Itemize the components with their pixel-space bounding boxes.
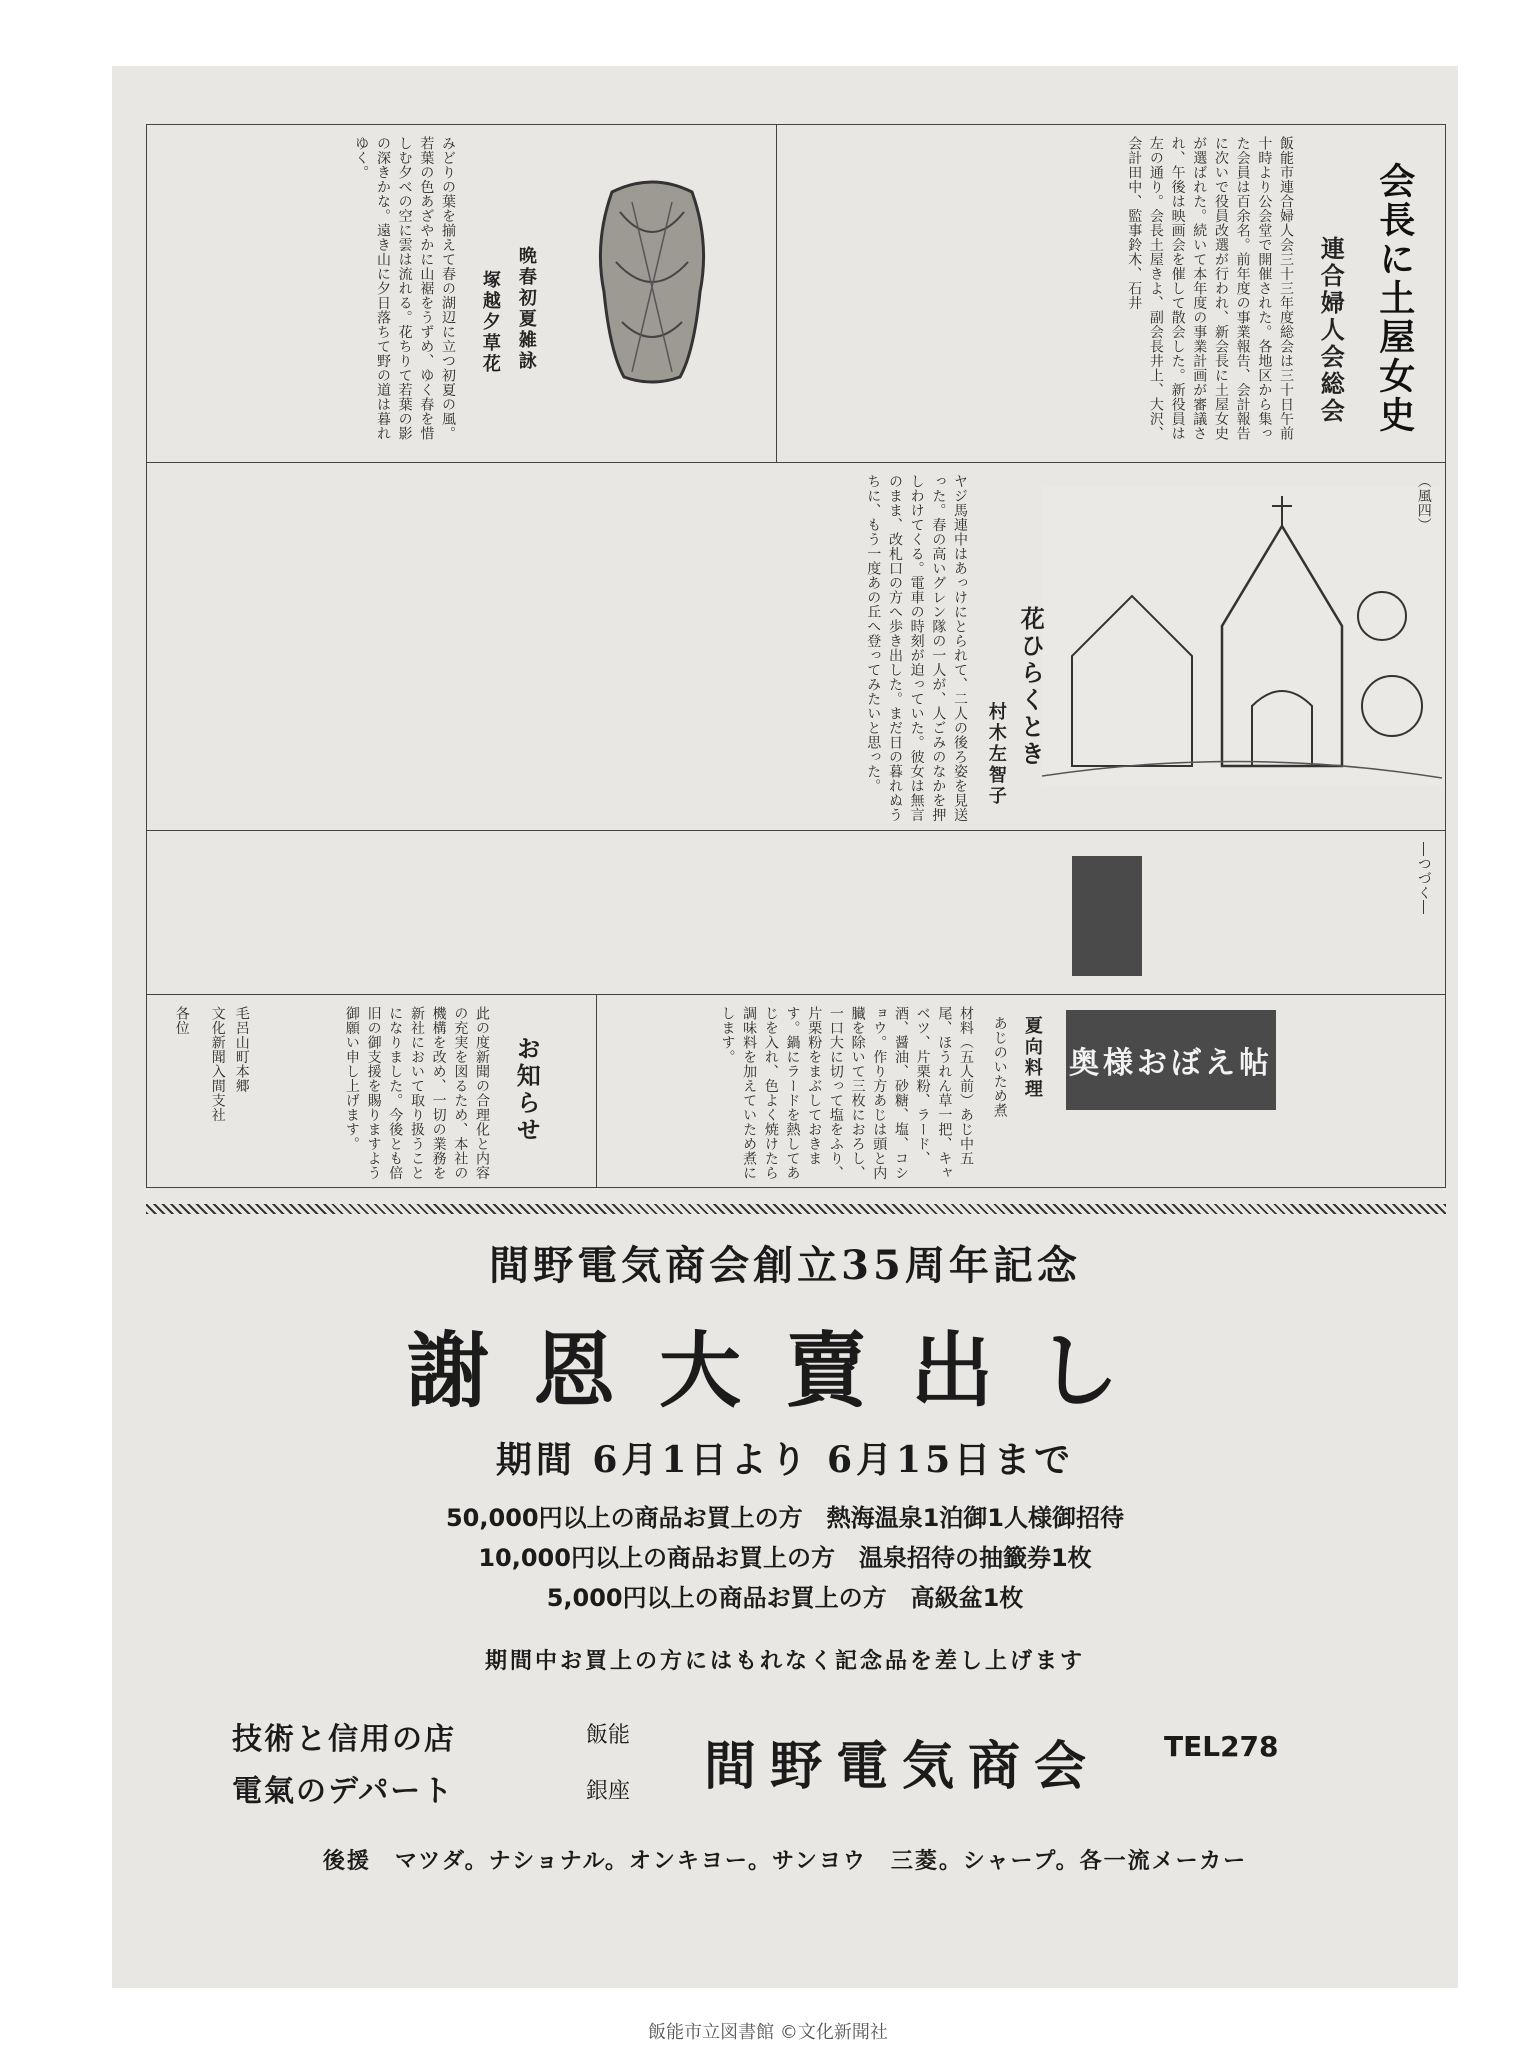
notice-sign-org: 文化新聞入間支社 bbox=[209, 1006, 226, 1122]
notice-title: お知らせ bbox=[512, 1036, 542, 1144]
ad-title: 間野電気商会創立35周年記念 bbox=[489, 1242, 1081, 1289]
article-subhead: 連合婦人会総会 bbox=[1316, 236, 1346, 425]
serial-body: ヤジ馬連中はあっけにとられて、二人の後ろ姿を見送った。春の高いグレン隊の一人が、人ごみのなかを押しわけてくる。電車の時刻が迫っていた。彼女は無言のまま、改札口の方へ歩き出した。まだ日の暮れぬうちに、もう一度あの丘へ登ってみたいと思った。 bbox=[865, 474, 968, 822]
recipe-body: 材料（五人前）あじ中五尾、ほうれん草一把、キャベツ、片栗粉、ラード、酒、醤油、砂糖、塩、コショウ。作り方あじは頭と内臓を除いて三枚におろし、一口大に切って塩をふり、片栗粉をまぶしておきます。鍋にラードを熱してあじを入れ、色よく焼けたら調味料を加えていため煮にします。 bbox=[719, 1006, 974, 1180]
ad-place-2: 銀座 bbox=[586, 1779, 631, 1804]
divider-row-3 bbox=[146, 994, 1446, 995]
poem-author: 塚越夕草花 bbox=[479, 270, 501, 375]
serial-chapter: （風四） bbox=[1415, 474, 1432, 532]
poem-title: 晩春初夏雑詠 bbox=[515, 246, 537, 372]
newspaper-page bbox=[112, 66, 1458, 1988]
vase-illustration bbox=[582, 172, 722, 392]
ad-main: 謝恩大賣出し bbox=[406, 1323, 1163, 1419]
notice-body: 此の度新聞の合理化と内容の充実を図るため、本社の機構を改め、一切の業務を新社において取り扱うことになりました。今後とも倍旧の御支援を賜りますよう御願い申し上げます。 bbox=[343, 1006, 490, 1180]
ad-slogan-1: 技術と信用の店 bbox=[232, 1722, 456, 1757]
divider-row-1 bbox=[146, 462, 1446, 463]
notice-sign-place: 毛呂山町本郷 bbox=[233, 1006, 250, 1093]
divider-poem bbox=[776, 124, 777, 462]
poem-body: みどりの葉を揃えて春の湖辺に立つ初夏の風。若葉の色あざやかに山裾をうずめ、ゆく春を惜しむ夕べの空に雲は流れる。花ちりて若葉の影の深きかな。遠き山に夕日落ちて野の道は暮れゆく。 bbox=[353, 136, 456, 441]
ad-sponsors: 後援 マツダ。ナショナル。オンキヨー。サンヨウ 三菱。シャープ。各一流メーカー bbox=[322, 1848, 1248, 1874]
ad-tier-3: 5,000円以上の商品お買上の方 高級盆1枚 bbox=[546, 1584, 1024, 1612]
ad-tel: TEL278 bbox=[1164, 1730, 1279, 1763]
ad-tier-1: 50,000円以上の商品お買上の方 熱海温泉1泊御1人様御招待 bbox=[445, 1504, 1124, 1532]
serial-title: 花ひらくとき bbox=[1016, 606, 1046, 768]
ad-slogan-2: 電氣のデパート bbox=[232, 1774, 455, 1809]
notice-addressee: 各位 bbox=[173, 1006, 190, 1035]
church-illustration bbox=[1042, 486, 1442, 786]
ad-border-top bbox=[146, 1204, 1446, 1214]
divider-row-2 bbox=[146, 830, 1446, 831]
recipe-subtitle: あじのいため煮 bbox=[991, 1016, 1008, 1118]
article-body: 飯能市連合婦人会三十三年度総会は三十日午前十時より公会堂で開催された。各地区から集った会員は百余名。前年度の事業報告、会計報告に次いで役員改選が行われ、新会長に土屋女史が選ばれた。続いて本年度の事業計画が審議され、午後は映画会を催して散会した。新役員は左の通り。会長土屋きよ、副会長井上、大沢、会計田中、監事鈴木、石井 bbox=[1126, 136, 1294, 441]
library-credit: 飯能市立図書館 ©文化新聞社 bbox=[648, 2022, 888, 2043]
ad-tier-2: 10,000円以上の商品お買上の方 温泉招待の抽籤券1枚 bbox=[478, 1544, 1092, 1572]
serial-continued: ―つづく― bbox=[1415, 842, 1432, 915]
serial-author: 村木左智子 bbox=[985, 702, 1007, 807]
ad-period: 期間 6月1日より 6月15日まで bbox=[495, 1439, 1075, 1481]
serial-inset bbox=[1072, 856, 1142, 976]
recipe-title: 夏向料理 bbox=[1021, 1016, 1043, 1100]
divider-notice bbox=[596, 994, 597, 1188]
article-headline: 会長に土屋女史 bbox=[1373, 162, 1416, 435]
ad-place-1: 飯能 bbox=[586, 1723, 631, 1748]
recipe-box bbox=[1066, 1010, 1276, 1110]
ad-store-name: 間野電気商会 bbox=[704, 1736, 1101, 1797]
ad-gift-note: 期間中お買上の方にはもれなく記念品を差し上げます bbox=[484, 1648, 1085, 1674]
recipe-box-label: 奥様おぼえ帖 bbox=[1069, 1046, 1273, 1081]
